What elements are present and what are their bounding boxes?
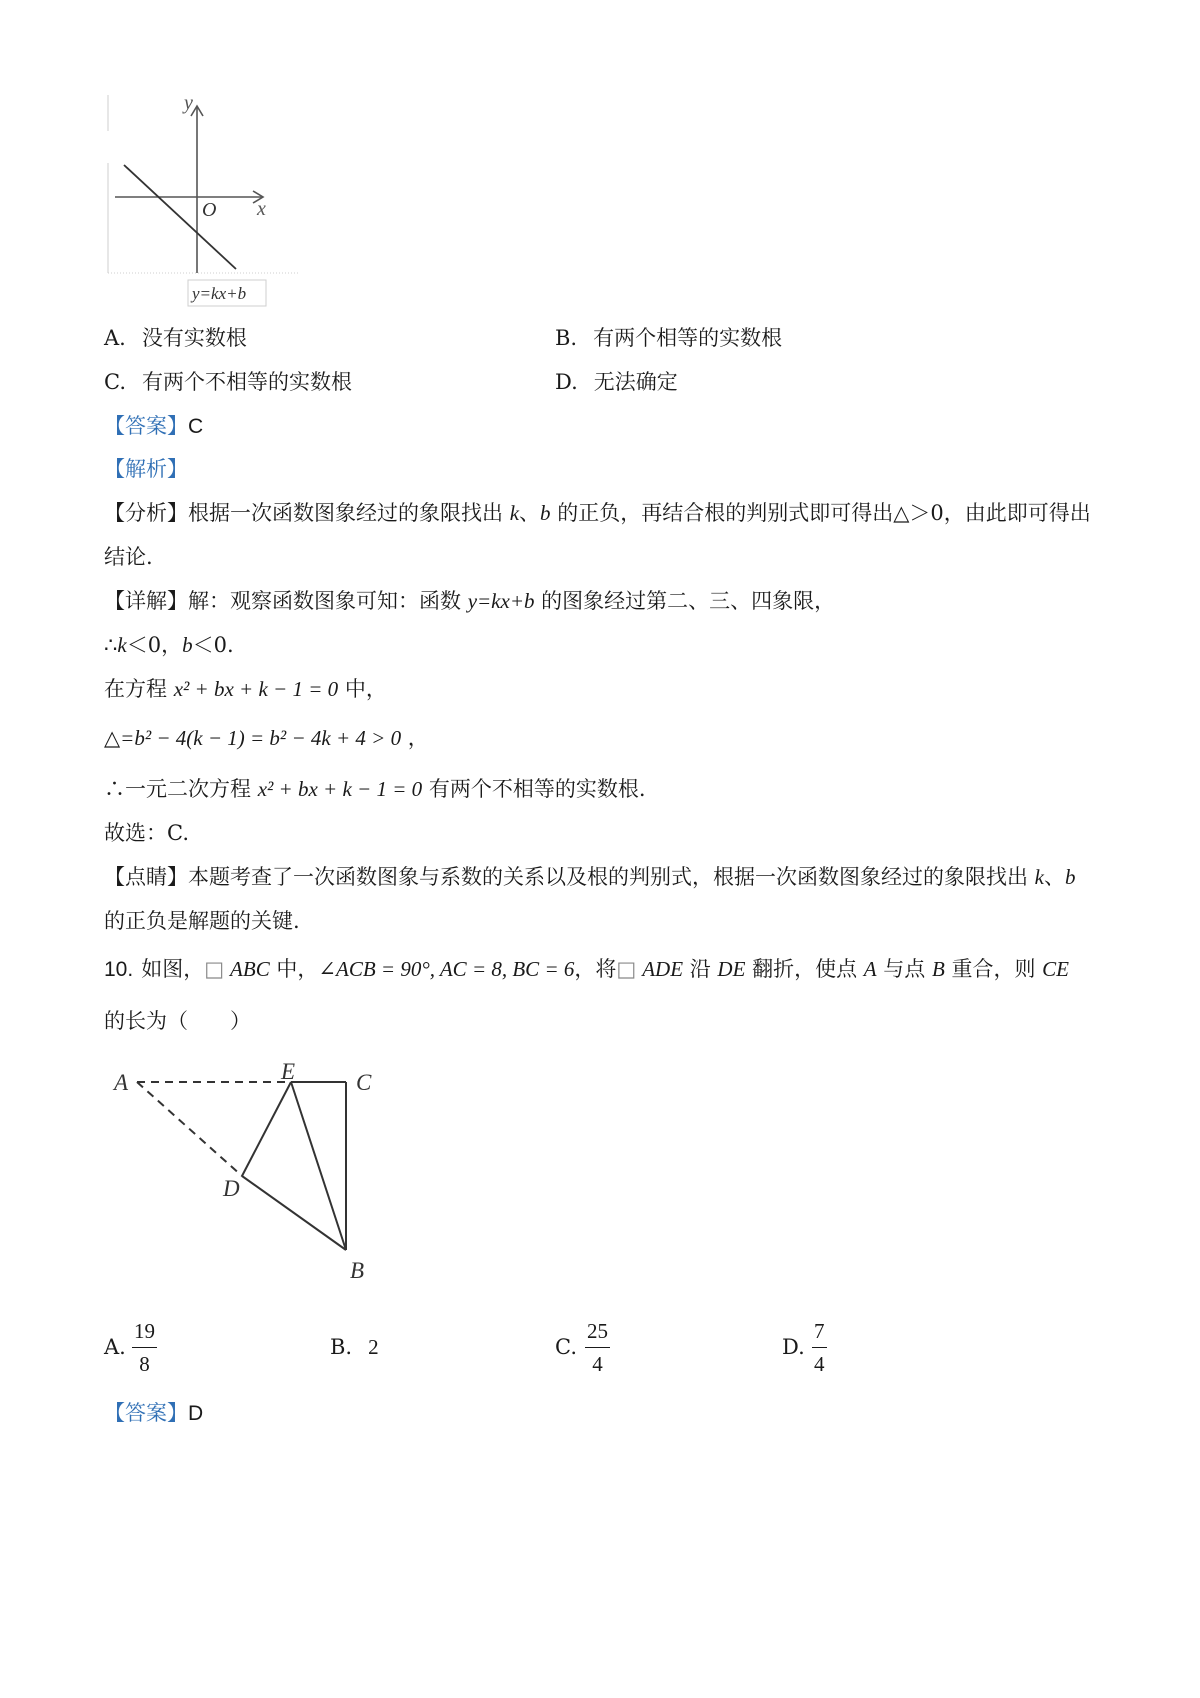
option-text: 没有实数根	[141, 326, 247, 350]
segment-eb	[291, 1082, 346, 1250]
question-number: 10.	[104, 958, 134, 981]
var-b: b	[182, 633, 193, 657]
triangle-symbol: □	[204, 957, 225, 981]
given-conditions: ∠ACB = 90°, AC = 8, BC = 6	[318, 957, 575, 981]
quadratic-equation: x² + bx + k − 1 = 0	[173, 677, 339, 701]
var-b: b	[1065, 865, 1076, 889]
y-axis-label: y	[184, 95, 193, 114]
triangle-symbol: □	[616, 957, 637, 981]
x-axis-label: x	[257, 198, 266, 220]
comparison: ＜0.	[192, 633, 234, 657]
q9-option-b	[555, 326, 782, 351]
q10-option-b	[330, 1335, 379, 1360]
function-line	[124, 165, 236, 269]
q9-equation-line	[104, 677, 387, 702]
option-letter: A.	[104, 326, 126, 350]
separator: 、	[519, 501, 541, 525]
q9-detail-line	[104, 589, 835, 614]
answer-value: D	[188, 1402, 204, 1425]
q9-option-a	[104, 326, 247, 351]
fenxi-tag: 【分析】	[104, 501, 188, 525]
therefore-symbol: ∴	[104, 633, 118, 657]
separator: 、	[1044, 865, 1065, 889]
q10-option-c-letter: C.	[555, 1335, 577, 1359]
segment-de	[242, 1082, 291, 1176]
fenxi-text: 根据一次函数图象经过的象限找出	[188, 501, 510, 525]
detail-text: 的图象经过第二、三、四象限，	[534, 589, 836, 613]
comparison: ＜0，	[126, 633, 183, 657]
linear-function-graph	[100, 95, 300, 335]
q10-option-c-fraction	[585, 1319, 610, 1377]
q9-dianjing-line1	[104, 865, 1076, 890]
dianjing-text: 本题考查了一次函数图象与系数的关系以及根的判别式，根据一次函数图象经过的象限找出	[188, 865, 1035, 889]
segment-db	[242, 1176, 346, 1250]
vertex-label-a: A	[114, 1070, 129, 1095]
q9-dianjing-line2: 的正负是解题的关键.	[104, 909, 300, 933]
point-b: B	[931, 957, 945, 981]
answer-tag: 【答案】	[104, 414, 188, 438]
stem-text: ，将	[574, 957, 617, 981]
dianjing-tag: 【点睛】	[104, 865, 188, 889]
q10-option-a-letter: A.	[104, 1335, 126, 1359]
stem-text: 翻折，使点	[745, 957, 864, 981]
answer-tag: 【答案】	[104, 1401, 188, 1425]
conclusion-suffix: 有两个不相等的实数根.	[422, 777, 646, 801]
option-text: 有两个不相等的实数根	[142, 370, 352, 394]
stem-text: 与点	[876, 957, 932, 981]
q10-option-d-letter: D.	[782, 1335, 805, 1359]
q10-stem-line2: 的长为（ ）	[104, 1009, 251, 1033]
fenxi-text: 的正负，再结合根的判别式即可得出△＞0，由此即可得出	[550, 501, 1091, 525]
numerator: 19	[134, 1319, 155, 1343]
q9-answer	[104, 414, 203, 439]
q9-fenxi-line2: 结论.	[104, 545, 153, 569]
q9-discriminant-line	[104, 726, 429, 751]
detail-text: 解：观察函数图象可知：函数	[188, 589, 468, 613]
option-value: 2	[368, 1335, 379, 1359]
stem-text: 中，	[269, 957, 319, 981]
option-text: 无法确定	[593, 370, 678, 394]
triangle-abc: ABC	[230, 957, 270, 981]
option-letter: B.	[330, 1335, 353, 1359]
var-b: b	[540, 501, 551, 525]
segment-ad-dashed	[137, 1082, 242, 1176]
q9-option-c	[104, 370, 352, 395]
var-k: k	[1034, 865, 1044, 889]
q9-fenxi-line1	[104, 501, 1091, 526]
numerator: 25	[587, 1319, 608, 1343]
denominator: 8	[139, 1352, 150, 1376]
punctuation: ，	[401, 726, 429, 750]
stem-text: 沿	[683, 957, 718, 981]
option-letter: C.	[104, 370, 126, 394]
q9-conclusion-line	[104, 777, 646, 802]
q10-answer	[104, 1401, 203, 1426]
equation-prefix: 在方程	[104, 677, 174, 701]
q9-choice-line: 故选：C.	[104, 821, 189, 845]
q10-stem-line1	[104, 957, 1069, 982]
detail-tag: 【详解】	[104, 589, 188, 613]
q10-option-d-fraction	[812, 1319, 827, 1377]
triangle-ade: ADE	[642, 957, 684, 981]
q9-option-d	[555, 370, 678, 395]
segment-de: DE	[717, 957, 746, 981]
stem-text: 如图，	[141, 957, 205, 981]
var-k: k	[117, 633, 127, 657]
q9-analysis-tag: 【解析】	[104, 457, 188, 481]
denominator: 4	[814, 1352, 825, 1376]
function-expression: y=kx+b	[467, 589, 535, 613]
quadratic-equation: x² + bx + k − 1 = 0	[257, 777, 423, 801]
discriminant-expression: △=b² − 4(k − 1) = b² − 4k + 4 > 0	[104, 726, 402, 750]
graph-caption: y=kx+b	[192, 284, 247, 303]
segment-ce: CE	[1042, 957, 1069, 981]
denominator: 4	[592, 1352, 603, 1376]
stem-text: 重合，则	[944, 957, 1043, 981]
option-letter: B.	[555, 326, 578, 350]
conclusion-prefix: ∴一元二次方程	[104, 777, 258, 801]
vertex-label-b: B	[350, 1258, 365, 1283]
option-text: 有两个相等的实数根	[593, 326, 783, 350]
triangle-fold-figure	[105, 1055, 405, 1290]
equation-suffix: 中，	[338, 677, 387, 701]
vertex-label-d: D	[223, 1176, 240, 1201]
vertex-label-e: E	[281, 1059, 296, 1084]
point-a: A	[863, 957, 877, 981]
q10-option-a-fraction	[132, 1319, 157, 1377]
var-k: k	[509, 501, 520, 525]
numerator: 7	[814, 1319, 825, 1343]
answer-value: C	[188, 415, 204, 438]
vertex-label-c: C	[356, 1070, 372, 1095]
q9-sign-line	[104, 633, 234, 658]
option-letter: D.	[555, 370, 578, 394]
origin-label: O	[202, 199, 217, 221]
